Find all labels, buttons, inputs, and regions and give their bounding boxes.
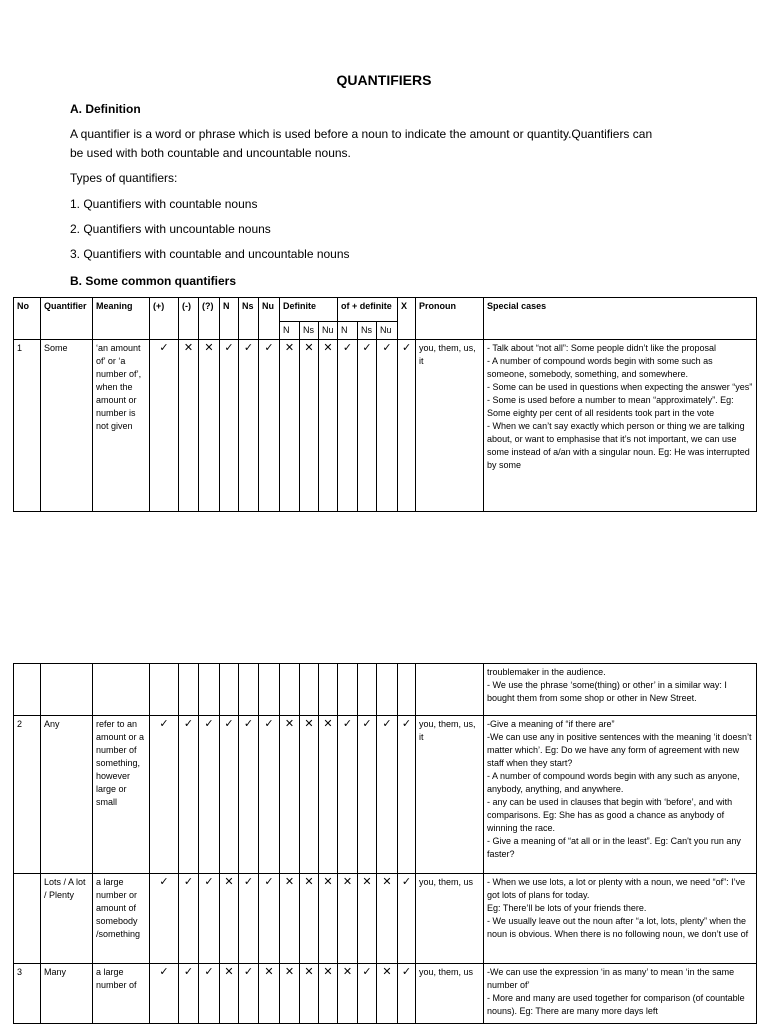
mark-cell: ✓: [398, 716, 416, 874]
mark-cell: ✓: [220, 716, 239, 874]
header-definite: Definite: [280, 298, 338, 322]
row-pronoun: you, them, us, it: [416, 340, 484, 512]
row-pronoun: you, them, us, it: [416, 716, 484, 874]
table-row: [14, 664, 757, 716]
mark-cell: ✕: [220, 964, 239, 1024]
special-line: - A number of compound words begin with some such as someone, somebody, something, and somewhere.: [487, 356, 713, 379]
mark-cell: ✓: [398, 964, 416, 1024]
mark-cell: ✕: [377, 874, 398, 964]
mark-cell: ✕: [280, 874, 300, 964]
special-line: troublemaker in the audience.: [487, 667, 606, 677]
special-line: - We use the phrase ‘some(thing) or other’ in a similar way: I bought them from some shop or other in New Street.: [487, 680, 727, 703]
mark-cell: ✓: [377, 716, 398, 874]
mark-cell: ✕: [338, 874, 358, 964]
mark-cell: [319, 664, 338, 716]
special-line: Eg: There’ll be lots of your friends there.: [487, 903, 647, 913]
special-line: - any can be used in clauses that begin with ‘before’, and with comparisons. Eg: She has as good a chance as anybody of winning the race.: [487, 797, 733, 833]
mark-cell: ✕: [199, 340, 220, 512]
mark-cell: ✓: [239, 340, 259, 512]
mark-cell: ✓: [179, 964, 199, 1024]
mark-cell: [300, 664, 319, 716]
mark-cell: [377, 664, 398, 716]
mark-cell: ✓: [199, 964, 220, 1024]
mark-cell: ✕: [338, 964, 358, 1024]
row-no: [14, 874, 41, 964]
type-item-2: 2. Quantifiers with uncountable nouns: [70, 222, 271, 236]
row-meaning: [93, 664, 150, 716]
mark-cell: [179, 664, 199, 716]
row-meaning: refer to an amount or a number of something, however large or small: [93, 716, 150, 874]
row-special-cases: [484, 964, 757, 1024]
header-positive: (+): [150, 298, 179, 340]
row-pronoun: you, them, us: [416, 874, 484, 964]
row-no: 3: [14, 964, 41, 1024]
mark-cell: ✓: [358, 964, 377, 1024]
mark-cell: ✓: [338, 340, 358, 512]
row-pronoun: [416, 664, 484, 716]
header-x: X: [398, 298, 416, 340]
row-quantifier: Some: [41, 340, 93, 512]
special-line: - Some is used before a number to mean “approximately”. Eg: Some eighty per cent of all residents took part in the vote: [487, 395, 734, 418]
mark-cell: ✓: [150, 964, 179, 1024]
row-quantifier: [41, 664, 93, 716]
row-special-cases: [484, 340, 757, 512]
mark-cell: [338, 664, 358, 716]
header-n: N: [220, 298, 239, 340]
section-a-heading: A. Definition: [70, 102, 141, 116]
mark-cell: ✓: [150, 716, 179, 874]
mark-cell: ✓: [358, 340, 377, 512]
quantifiers-table-part-1: [13, 297, 757, 512]
row-no: [14, 664, 41, 716]
mark-cell: ✕: [319, 874, 338, 964]
row-no: 1: [14, 340, 41, 512]
mark-cell: ✓: [220, 340, 239, 512]
row-quantifier: Lots / A lot / Plenty: [41, 874, 93, 964]
row-meaning: a large number of: [93, 964, 150, 1024]
special-line: - We usually leave out the noun after “a lot, lots, plenty” when the noun is obvious. When there is no following noun, we don’t use of: [487, 916, 749, 939]
mark-cell: ✓: [179, 874, 199, 964]
header-of-definite: of + definite: [338, 298, 398, 322]
special-line: -We can use the expression ‘in as many’ to mean ‘in the same number of’: [487, 967, 735, 990]
special-line: - Some can be used in questions when expecting the answer “yes”: [487, 382, 753, 392]
mark-cell: [150, 664, 179, 716]
mark-cell: [398, 664, 416, 716]
special-line: -Give a meaning of “if there are”: [487, 719, 615, 729]
section-b-heading: B. Some common quantifiers: [70, 274, 237, 288]
subheader-of-nu: Nu: [377, 322, 398, 340]
special-line: -We can use any in positive sentences with the meaning ‘it doesn’t matter which’. Eg: Do we have any form of agreement with new staff when they start?: [487, 732, 752, 768]
mark-cell: [259, 664, 280, 716]
table-row: [14, 964, 757, 1024]
special-line: - When we use lots, a lot or plenty with a noun, we need “of”: I’ve got lots of plans for today.: [487, 877, 746, 900]
mark-cell: ✓: [377, 340, 398, 512]
mark-cell: ✓: [239, 874, 259, 964]
header-negative: (-): [179, 298, 199, 340]
special-line: - Give a meaning of “at all or in the least”. Eg: Can't you run any faster?: [487, 836, 741, 859]
subheader-of-ns: Ns: [358, 322, 377, 340]
type-item-1: 1. Quantifiers with countable nouns: [70, 197, 258, 211]
mark-cell: ✕: [300, 964, 319, 1024]
header-pronoun: Pronoun: [416, 298, 484, 340]
special-line: - A number of compound words begin with any such as anyone, anybody, anything, and anywhere.: [487, 771, 740, 794]
mark-cell: ✓: [239, 964, 259, 1024]
mark-cell: ✕: [259, 964, 280, 1024]
mark-cell: ✕: [319, 340, 338, 512]
definition-line-2: be used with both countable and uncountable nouns.: [70, 146, 351, 160]
mark-cell: ✕: [280, 964, 300, 1024]
row-no: 2: [14, 716, 41, 874]
mark-cell: ✕: [358, 874, 377, 964]
header-no: No: [14, 298, 41, 340]
subheader-definite-ns: Ns: [300, 322, 319, 340]
mark-cell: [199, 664, 220, 716]
mark-cell: ✓: [259, 716, 280, 874]
mark-cell: ✕: [300, 874, 319, 964]
mark-cell: ✕: [179, 340, 199, 512]
type-item-3: 3. Quantifiers with countable and uncountable nouns: [70, 247, 350, 261]
mark-cell: ✕: [319, 716, 338, 874]
subheader-definite-n: N: [280, 322, 300, 340]
mark-cell: ✓: [398, 340, 416, 512]
header-nu: Nu: [259, 298, 280, 340]
mark-cell: ✓: [338, 716, 358, 874]
types-heading: Types of quantifiers:: [70, 171, 178, 185]
mark-cell: ✕: [377, 964, 398, 1024]
table-row: [14, 874, 757, 964]
subheader-of-n: N: [338, 322, 358, 340]
special-line: - More and many are used together for comparison (of countable nouns). Eg: There are many more days left: [487, 993, 745, 1016]
special-line: - When we can’t say exactly which person or thing we are talking about, or want to emphasise that it’s not important, we can use some instead of a/an with a singular noun. Eg: He was interrupted by some: [487, 421, 750, 470]
special-line: - Talk about “not all”: Some people didn’t like the proposal: [487, 343, 717, 353]
mark-cell: ✓: [239, 716, 259, 874]
definition-line-1: A quantifier is a word or phrase which is used before a noun to indicate the amount or quantity.Quantifiers can: [70, 127, 653, 141]
row-meaning: ‘an amount of’ or ‘a number of’, when the amount or number is not given: [93, 340, 150, 512]
quantifiers-table-part-2: [13, 663, 757, 1024]
mark-cell: ✕: [280, 716, 300, 874]
header-meaning: Meaning: [93, 298, 150, 340]
row-pronoun: you, them, us: [416, 964, 484, 1024]
table-row: [14, 340, 757, 512]
row-special-cases: [484, 716, 757, 874]
mark-cell: ✓: [259, 340, 280, 512]
document-title: QUANTIFIERS: [336, 72, 432, 88]
mark-cell: ✓: [150, 340, 179, 512]
mark-cell: ✓: [358, 716, 377, 874]
row-quantifier: Many: [41, 964, 93, 1024]
mark-cell: ✕: [280, 340, 300, 512]
header-ns: Ns: [239, 298, 259, 340]
mark-cell: ✓: [259, 874, 280, 964]
mark-cell: [358, 664, 377, 716]
header-quantifier: Quantifier: [41, 298, 93, 340]
mark-cell: ✓: [150, 874, 179, 964]
mark-cell: ✕: [300, 340, 319, 512]
mark-cell: [239, 664, 259, 716]
mark-cell: ✓: [398, 874, 416, 964]
mark-cell: [280, 664, 300, 716]
mark-cell: ✓: [199, 874, 220, 964]
subheader-definite-nu: Nu: [319, 322, 338, 340]
row-quantifier: Any: [41, 716, 93, 874]
header-special-cases: Special cases: [484, 298, 757, 340]
mark-cell: ✕: [220, 874, 239, 964]
mark-cell: ✓: [199, 716, 220, 874]
mark-cell: [220, 664, 239, 716]
header-question: (?): [199, 298, 220, 340]
row-meaning: a large number or amount of somebody /something: [93, 874, 150, 964]
row-special-cases: [484, 664, 757, 716]
row-special-cases: [484, 874, 757, 964]
table-row: [14, 716, 757, 874]
mark-cell: ✕: [300, 716, 319, 874]
mark-cell: ✕: [319, 964, 338, 1024]
mark-cell: ✓: [179, 716, 199, 874]
